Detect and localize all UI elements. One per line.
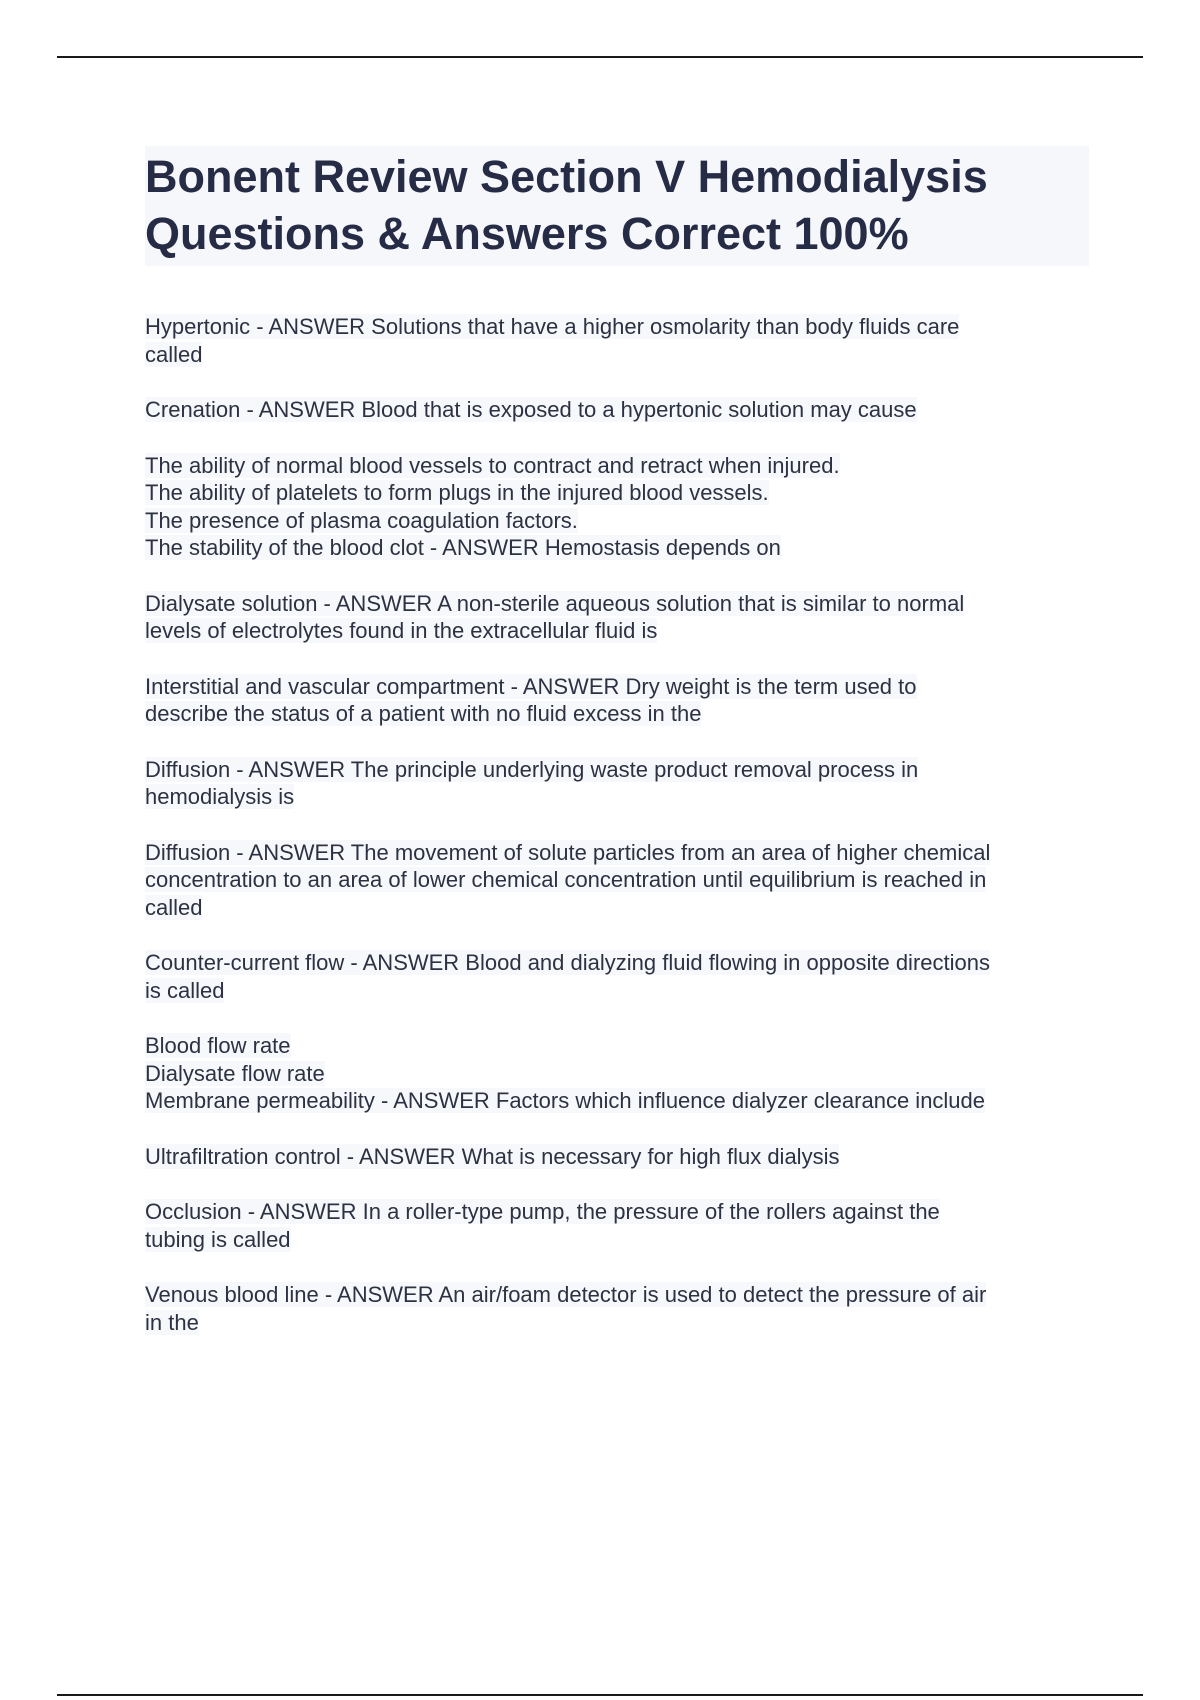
qa-item-text: tubing is called (145, 1226, 291, 1252)
qa-list (145, 313, 1085, 1364)
qa-item (145, 949, 1085, 1004)
qa-item-line (145, 1198, 1085, 1226)
qa-item (145, 452, 1085, 562)
qa-item-text: Membrane permeability - ANSWER Factors which influence dialyzer clearance include (145, 1088, 986, 1113)
qa-item (145, 590, 1085, 645)
qa-item (145, 1281, 1085, 1336)
qa-item-line (145, 1032, 1085, 1060)
qa-item-text: is called (145, 977, 225, 1003)
qa-item-line (145, 534, 1085, 562)
qa-item-line (145, 590, 1085, 618)
qa-item-line (145, 700, 1085, 728)
qa-item-line (145, 866, 1085, 894)
qa-item-text: The stability of the blood clot - ANSWER Hemostasis depends on (145, 535, 781, 560)
title-line-2: Questions & Answers Correct 100% (145, 208, 909, 259)
qa-item-line (145, 1060, 1085, 1088)
title-line-1: Bonent Review Section V Hemodialysis (145, 151, 988, 202)
qa-item-line (145, 783, 1085, 811)
qa-item-text: The presence of plasma coagulation factors. (145, 507, 578, 533)
qa-item (145, 839, 1085, 922)
title-block (145, 146, 1089, 266)
qa-item-text: The ability of platelets to form plugs in the injured blood vessels. (145, 480, 769, 505)
qa-item-line (145, 977, 1085, 1005)
qa-item-text: Ultrafiltration control - ANSWER What is necessary for high flux dialysis (145, 1143, 840, 1169)
qa-item-line (145, 1309, 1085, 1337)
qa-item-line (145, 839, 1085, 867)
qa-item-text: levels of electrolytes found in the extracellular fluid is (145, 618, 658, 643)
qa-item-line (145, 617, 1085, 645)
qa-item-text: Counter-current flow - ANSWER Blood and dialyzing fluid flowing in opposite directions (145, 950, 990, 975)
qa-item-text: hemodialysis is (145, 784, 295, 809)
qa-item-text: Hypertonic - ANSWER Solutions that have a higher osmolarity than body fluids care (145, 314, 960, 339)
qa-item-text: concentration to an area of lower chemical concentration until equilibrium is reached in (145, 867, 987, 892)
qa-item (145, 673, 1085, 728)
qa-item-text: Blood flow rate (145, 1033, 291, 1058)
qa-item-line (145, 1143, 1085, 1171)
qa-item (145, 756, 1085, 811)
qa-item (145, 1032, 1085, 1115)
qa-item (145, 396, 1085, 424)
qa-item (145, 1198, 1085, 1253)
qa-item-text: Dialysate flow rate (145, 1060, 325, 1086)
qa-item-text: Crenation - ANSWER Blood that is exposed to a hypertonic solution may cause (145, 397, 917, 422)
qa-item-line (145, 949, 1085, 977)
qa-item (145, 313, 1085, 368)
bottom-rule (57, 1694, 1143, 1696)
qa-item-line (145, 1281, 1085, 1309)
qa-item (145, 1143, 1085, 1171)
qa-item-line (145, 1226, 1085, 1254)
qa-item-text: describe the status of a patient with no fluid excess in the (145, 701, 702, 726)
qa-item-line (145, 673, 1085, 701)
qa-item-text: Venous blood line - ANSWER An air/foam detector is used to detect the pressure of air (145, 1282, 987, 1307)
qa-item-line (145, 894, 1085, 922)
qa-item-line (145, 396, 1085, 424)
qa-item-line (145, 479, 1085, 507)
qa-item-line (145, 1087, 1085, 1115)
qa-item-text: Diffusion - ANSWER The movement of solute particles from an area of higher chemical (145, 839, 991, 865)
qa-item-text: Interstitial and vascular compartment - ANSWER Dry weight is the term used to (145, 673, 917, 699)
qa-item-text: in the (145, 1309, 199, 1335)
qa-item-line (145, 756, 1085, 784)
qa-item-line (145, 507, 1085, 535)
page-title (145, 148, 1089, 262)
qa-item-text: Dialysate solution - ANSWER A non-sterile aqueous solution that is similar to normal (145, 590, 965, 616)
qa-item-text: called (145, 341, 203, 367)
qa-item-text: Diffusion - ANSWER The principle underlying waste product removal process in (145, 756, 919, 782)
qa-item-text: Occlusion - ANSWER In a roller-type pump, the pressure of the rollers against the (145, 1199, 940, 1224)
qa-item-line (145, 313, 1085, 341)
qa-item-text: The ability of normal blood vessels to contract and retract when injured. (145, 452, 840, 478)
qa-item-line (145, 452, 1085, 480)
top-rule (57, 56, 1143, 58)
qa-item-line (145, 341, 1085, 369)
qa-item-text: called (145, 894, 203, 920)
